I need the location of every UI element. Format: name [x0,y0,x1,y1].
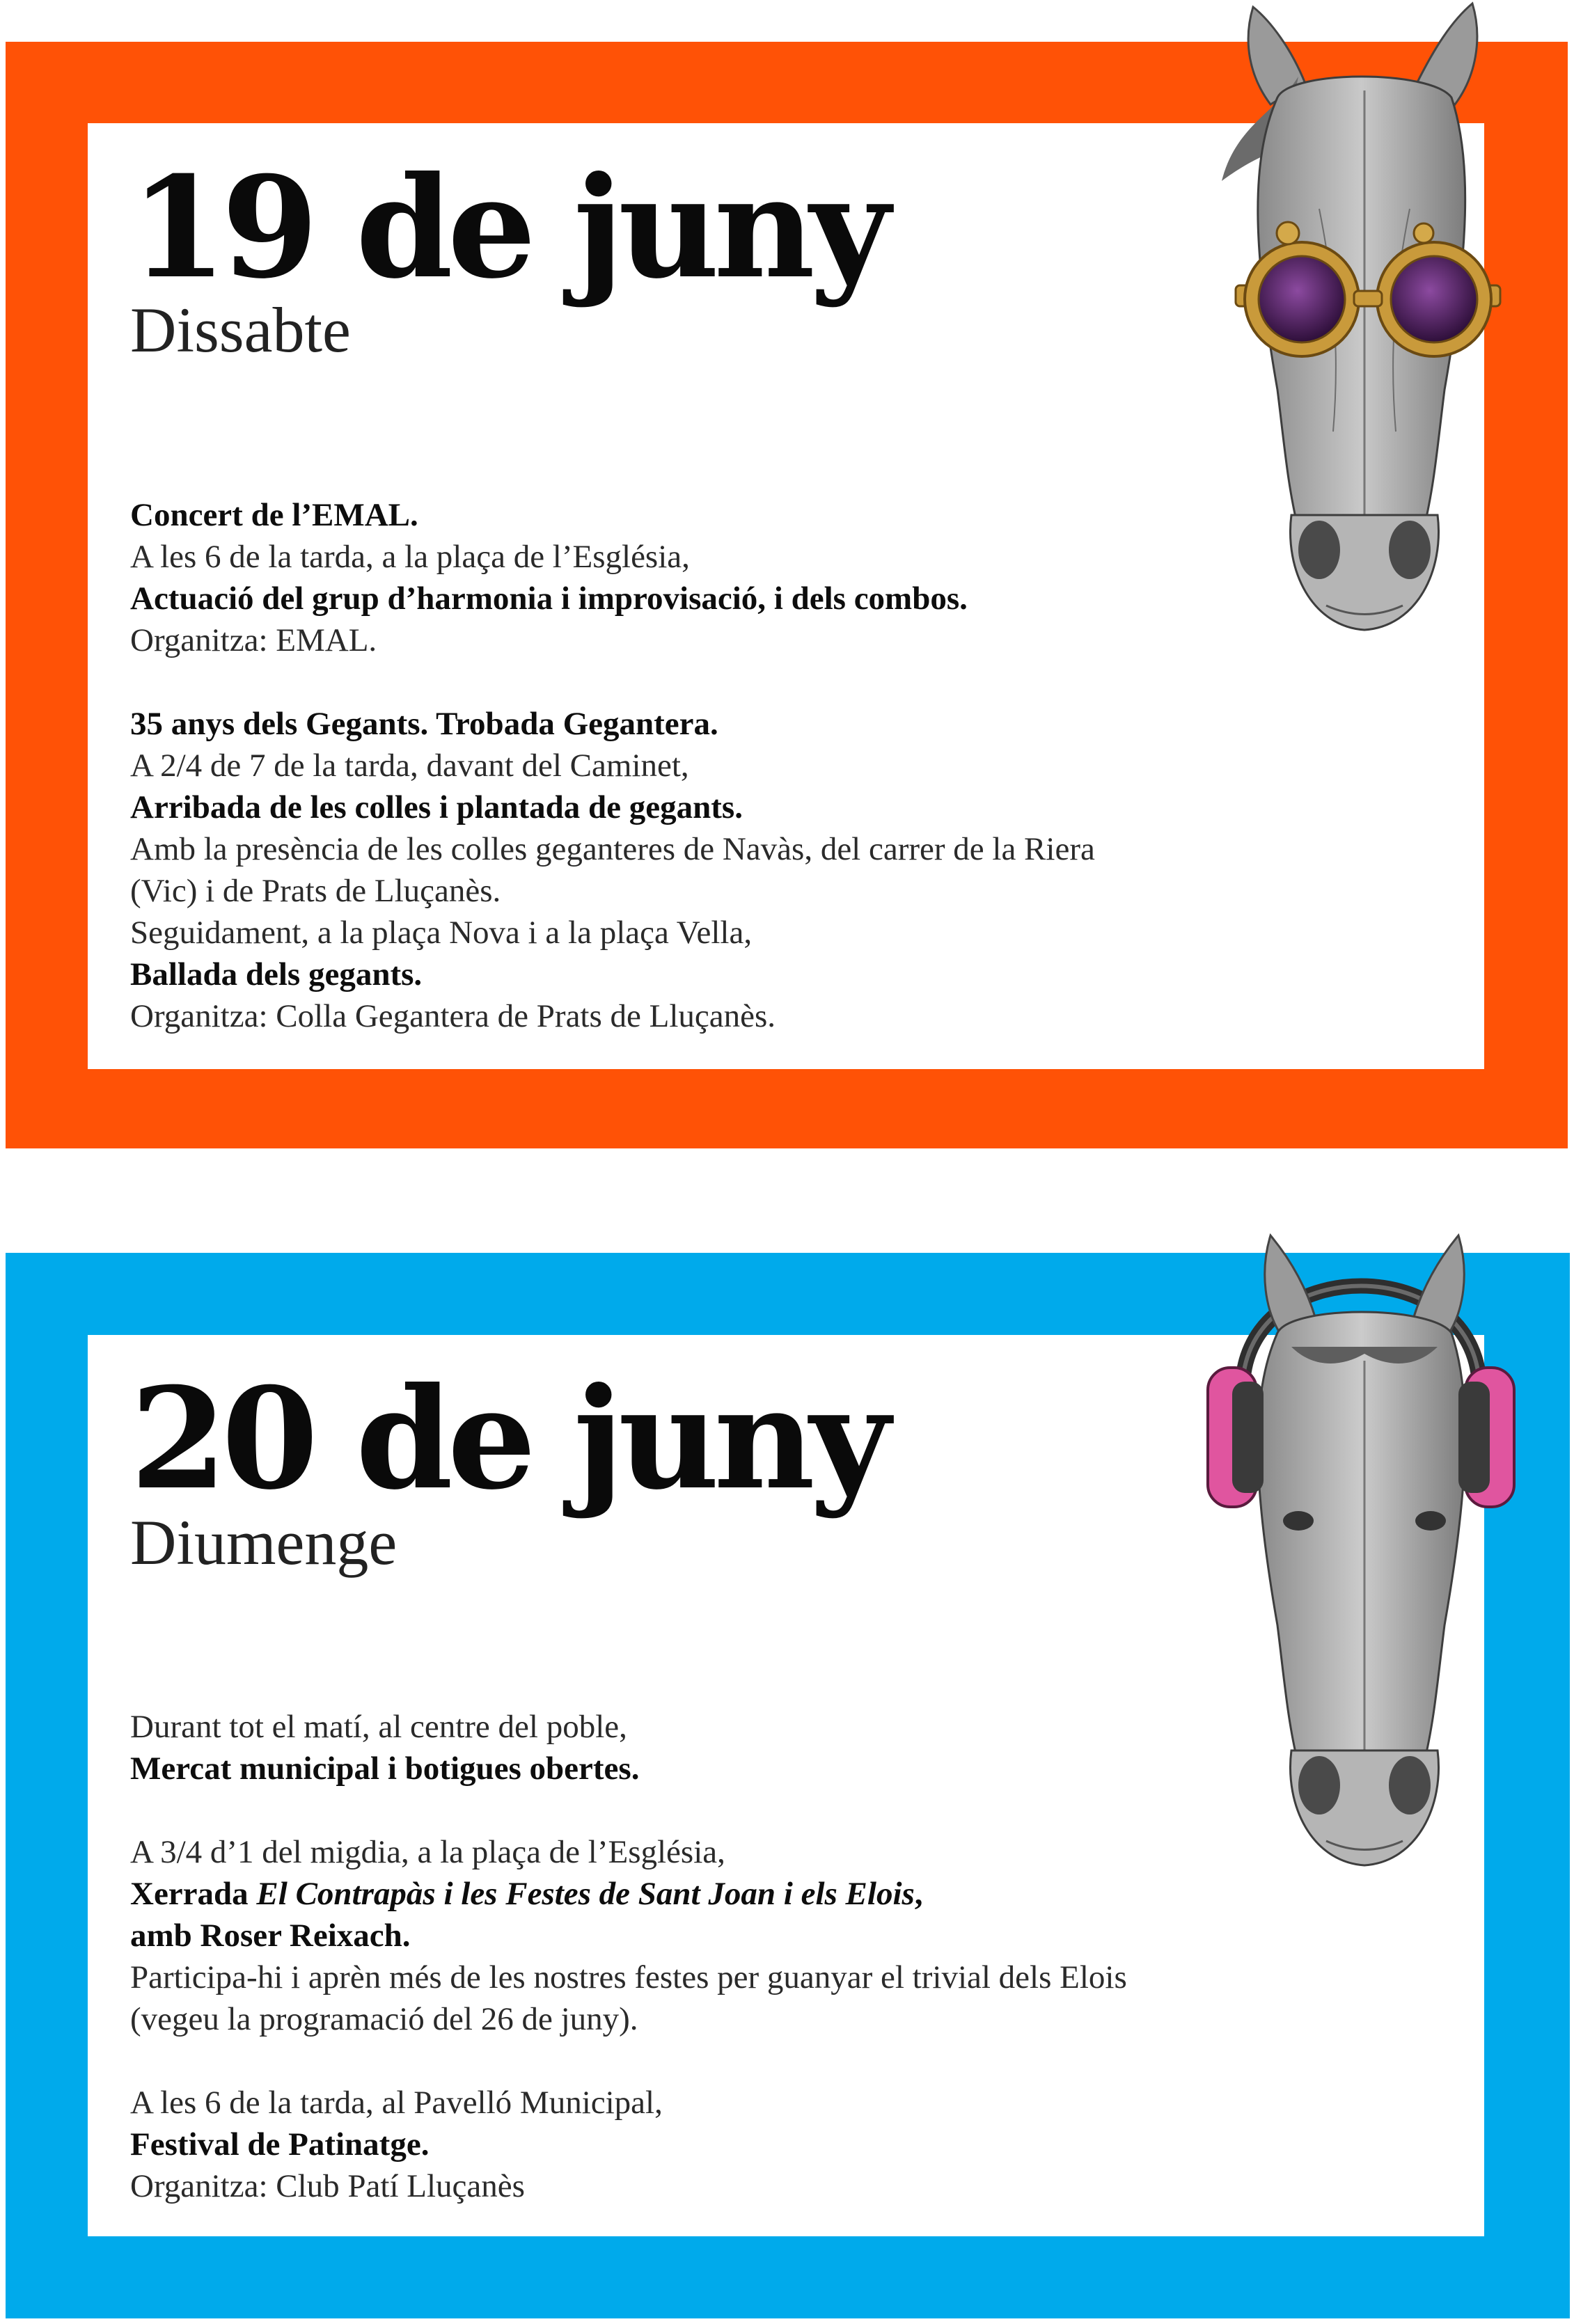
event-detail-line: Organitza: Club Patí Lluçanès [130,2168,525,2204]
day-1-events [130,494,1174,1037]
event-text: , [914,1876,923,1912]
event-detail-line: Durant tot el matí, al centre del poble, [130,1709,627,1745]
event-detail-line: Organitza: Colla Gegantera de Prats de Lluçanès. [130,998,776,1034]
event-title-italic: El Contrapàs i les Festes de Sant Joan i els Elois [256,1876,915,1912]
event-highlight-line: Ballada dels gegants. [130,956,423,993]
event-block [130,1831,1174,2040]
event-block [130,494,1174,661]
event-block [130,703,1174,1037]
horse-with-goggles-icon [1194,0,1528,661]
event-detail-line: (Vic) i de Prats de Lluçanès. [130,873,501,909]
event-highlight-line: Actuació del grup d’harmonia i improvisació, i dels combos. [130,580,968,617]
event-block [130,2082,1174,2207]
event-detail-line: A les 6 de la tarda, al Pavelló Municipal, [130,2085,663,2121]
day-2-events [130,1706,1174,2207]
event-highlight-line: amb Roser Reixach. [130,1918,411,1954]
event-detail-line: Participa-hi i aprèn més de les nostres festes per guanyar el trivial dels Elois [130,1959,1127,1995]
event-detail-line: A 2/4 de 7 de la tarda, davant del Caminet, [130,748,689,784]
day-2-weekday: Diumenge [130,1507,398,1578]
event-highlight-line: 35 anys dels Gegants. Trobada Gegantera. [130,706,718,742]
event-highlight-line [130,1873,1174,1915]
event-highlight-line: Festival de Patinatge. [130,2126,430,2163]
event-highlight-line: Mercat municipal i botigues obertes. [130,1750,640,1787]
event-detail-line: A 3/4 d’1 del migdia, a la plaça de l’Església, [130,1834,725,1870]
event-detail-line: (vegeu la programació del 26 de juny). [130,2001,638,2037]
horse-with-headphones-icon [1194,1208,1528,1904]
day-2-date: 20 de juny [130,1357,886,1521]
event-detail-line: Seguidament, a la plaça Nova i a la plaça Vella, [130,915,753,951]
event-block [130,1706,1174,1789]
event-highlight-line: Arribada de les colles i plantada de gegants. [130,789,743,825]
day-1-date: 19 de juny [130,146,886,310]
day-1-weekday: Dissabte [130,294,351,365]
event-detail-line: Amb la presència de les colles geganteres de Navàs, del carrer de la Riera [130,831,1095,867]
event-detail-line: A les 6 de la tarda, a la plaça de l’Església, [130,539,690,575]
event-text: Xerrada [130,1876,257,1912]
event-highlight-line: Concert de l’EMAL. [130,497,418,533]
event-detail-line: Organitza: EMAL. [130,622,377,658]
